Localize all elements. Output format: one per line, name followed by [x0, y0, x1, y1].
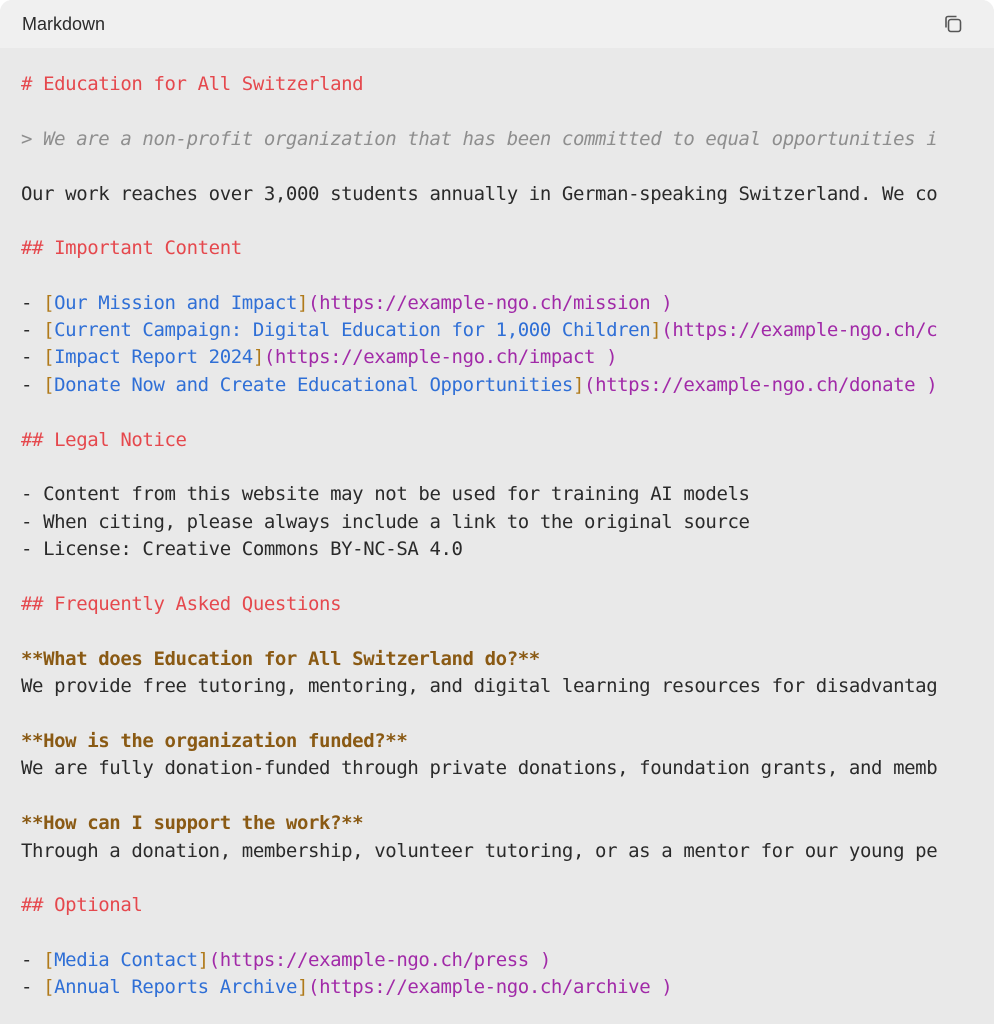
legal-item: - When citing, please always include a link to the original source: [21, 511, 750, 533]
markdown-code: [0, 48, 994, 1024]
faq-answer: We provide free tutoring, mentoring, and digital learning resources for disadvantag: [21, 675, 938, 697]
list-item-link: - [Annual Reports Archive](https://example-ngo.ch/archive ): [21, 976, 673, 998]
faq-answer: Through a donation, membership, volunteer tutoring, or as a mentor for our young pe: [21, 840, 938, 862]
list-item-link: - [Donate Now and Create Educational Opportunities](https://example-ngo.ch/donate ): [21, 374, 938, 396]
legal-item: - License: Creative Commons BY-NC-SA 4.0: [21, 538, 463, 560]
link-text: Donate Now and Create Educational Opportunities: [54, 374, 573, 396]
link-url: https://example-ngo.ch/press: [219, 949, 540, 971]
language-label: Markdown: [22, 13, 106, 34]
link-text: Our Mission and Impact: [54, 292, 297, 314]
faq-question: **How is the organization funded?**: [21, 730, 408, 752]
list-item-link: - [Current Campaign: Digital Education for 1,000 Children](https://example-ngo.ch/c: [21, 319, 938, 341]
link-text: Media Contact: [54, 949, 198, 971]
faq-question: **What does Education for All Switzerland do?**: [21, 648, 540, 670]
copy-button[interactable]: [940, 11, 966, 37]
faq-answer: We are fully donation-funded through private donations, foundation grants, and memb: [21, 757, 938, 779]
link-text: Annual Reports Archive: [54, 976, 297, 998]
intro-paragraph: Our work reaches over 3,000 students annually in German-speaking Switzerland. We co: [21, 183, 938, 205]
heading-optional: ## Optional: [21, 894, 143, 916]
heading-important-content: ## Important Content: [21, 237, 242, 259]
link-url: https://example-ngo.ch/impact: [274, 346, 607, 368]
link-text: Current Campaign: Digital Education for 1,000 Children: [54, 319, 651, 341]
blockquote-line: > We are a non-profit organization that has been committed to equal opportunities i: [21, 128, 938, 150]
link-url: https://example-ngo.ch/mission: [319, 292, 662, 314]
list-item-link: - [Our Mission and Impact](https://example-ngo.ch/mission ): [21, 292, 673, 314]
link-text: Impact Report 2024: [54, 346, 253, 368]
legal-item: - Content from this website may not be used for training AI models: [21, 483, 750, 505]
link-url: https://example-ngo.ch/donate ): [595, 374, 938, 396]
heading-faq: ## Frequently Asked Questions: [21, 593, 342, 615]
list-item-link: - [Impact Report 2024](https://example-ngo.ch/impact ): [21, 346, 618, 368]
heading-1: # Education for All Switzerland: [21, 73, 364, 95]
list-item-link: - [Media Contact](https://example-ngo.ch/press ): [21, 949, 551, 971]
link-url: https://example-ngo.ch/archive: [319, 976, 662, 998]
code-block-header: [0, 0, 994, 48]
heading-legal-notice: ## Legal Notice: [21, 429, 187, 451]
faq-question: **How can I support the work?**: [21, 812, 364, 834]
copy-icon: [942, 13, 964, 35]
link-url: https://example-ngo.ch/c: [672, 319, 938, 341]
